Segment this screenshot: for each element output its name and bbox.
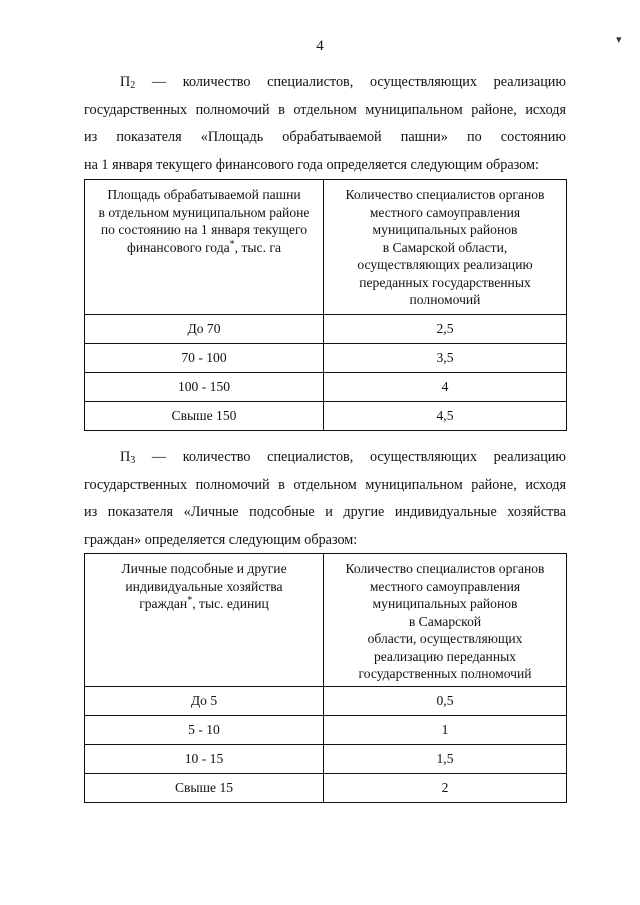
table-header-row xyxy=(85,180,567,315)
header-cell-left xyxy=(85,180,324,315)
header-cell-right xyxy=(324,554,567,687)
paragraph-line: на 1 января текущего финансового года определяется следующим образом: xyxy=(84,156,539,173)
table-row xyxy=(85,373,567,402)
paragraph-text: — количество специалистов, осуществляющих реализацию xyxy=(151,449,566,465)
header-line: финансового года*, тыс. га xyxy=(127,238,281,255)
paragraph-line xyxy=(84,69,566,97)
header-line: граждан*, тыс. единиц xyxy=(139,595,269,611)
header-line: реализацию переданных xyxy=(373,648,517,664)
header-line: Личные подсобные и другие xyxy=(121,561,287,576)
corner-mark: ▾ xyxy=(616,34,622,46)
header-line: в Самарской области, xyxy=(382,239,508,255)
table-row xyxy=(85,687,567,716)
header-line: Количество специалистов органов xyxy=(345,187,545,202)
range-cell: 70 - 100 xyxy=(85,344,324,373)
table-header-row xyxy=(85,554,567,687)
header-line: муниципальных районов xyxy=(372,596,518,611)
header-line: государственных полномочий xyxy=(358,666,532,681)
value-cell: 1 xyxy=(324,716,567,745)
header-line: Количество специалистов органов xyxy=(345,561,545,576)
formula-subscript: 3 xyxy=(130,455,136,466)
paragraph-line: государственных полномочий в отдельном муниципальном районе, исходя xyxy=(84,476,566,493)
range-cell: 10 - 15 xyxy=(85,745,324,774)
table-row xyxy=(85,344,567,373)
table-row xyxy=(85,774,567,803)
asterisk-mark: * xyxy=(187,595,193,606)
header-line: осуществляющих реализацию xyxy=(357,257,533,272)
value-cell: 4,5 xyxy=(324,402,567,431)
range-cell: 5 - 10 xyxy=(85,716,324,745)
value-cell: 3,5 xyxy=(324,344,567,373)
value-cell: 2,5 xyxy=(324,315,567,344)
header-line: по состоянию на 1 января текущего xyxy=(100,222,308,237)
paragraph-text: — количество специалистов, осуществляющих реализацию xyxy=(151,74,566,90)
paragraph-line: из показателя «Личные подсобные и другие индивидуальные хозяйства xyxy=(84,504,566,520)
formula-symbol: П xyxy=(120,74,131,90)
table-row xyxy=(85,716,567,745)
header-line: индивидуальные хозяйства xyxy=(125,578,283,594)
paragraph-p3 xyxy=(84,444,566,554)
paragraph-p2 xyxy=(84,69,566,179)
header-line: местного самоуправления xyxy=(369,204,521,220)
paragraph-line xyxy=(84,444,566,472)
header-line: местного самоуправления xyxy=(369,578,521,594)
range-cell: До 70 xyxy=(85,315,324,344)
table-arable-land xyxy=(84,179,567,431)
header-line: муниципальных районов xyxy=(372,222,518,237)
header-line: области, осуществляющих xyxy=(367,631,523,646)
header-cell-left xyxy=(85,554,324,687)
header-line: в отдельном муниципальном районе xyxy=(98,204,310,220)
header-line: в Самарской xyxy=(408,613,482,629)
header-line: Площадь обрабатываемой пашни xyxy=(107,187,301,202)
range-cell: До 5 xyxy=(85,687,324,716)
range-cell: Свыше 150 xyxy=(85,402,324,431)
table-households xyxy=(84,553,567,803)
asterisk-mark: * xyxy=(229,238,235,250)
value-cell: 4 xyxy=(324,373,567,402)
paragraph-line: государственных полномочий в отдельном муниципальном районе, исходя xyxy=(84,101,566,118)
paragraph-line: граждан» определяется следующим образом: xyxy=(84,531,358,548)
paragraph-line: из показателя «Площадь обрабатываемой пашни» по состоянию xyxy=(84,129,566,145)
value-cell: 0,5 xyxy=(324,687,567,716)
formula-symbol: П xyxy=(120,449,131,465)
header-line: переданных государственных xyxy=(359,274,531,290)
header-cell-right xyxy=(324,180,567,315)
value-cell: 2 xyxy=(324,774,567,803)
range-cell: Свыше 15 xyxy=(85,774,324,803)
page-number: 4 xyxy=(316,38,324,54)
formula-subscript: 2 xyxy=(130,80,136,91)
header-line: полномочий xyxy=(409,292,481,307)
range-cell: 100 - 150 xyxy=(85,373,324,402)
table-row xyxy=(85,402,567,431)
value-cell: 1,5 xyxy=(324,745,567,774)
table-row xyxy=(85,745,567,774)
table-row xyxy=(85,315,567,344)
